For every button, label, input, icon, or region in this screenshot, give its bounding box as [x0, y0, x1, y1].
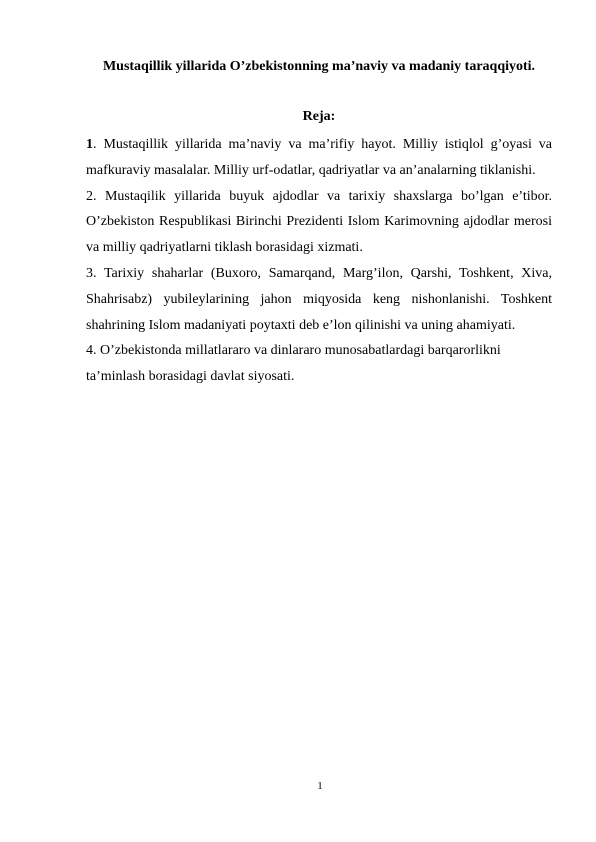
- plan-item-4-number: 4: [86, 343, 93, 359]
- plan-item-4: [86, 338, 552, 390]
- plan-item-3-number: 3: [86, 265, 93, 281]
- plan-list: [86, 132, 552, 390]
- plan-item-3: [86, 261, 552, 338]
- plan-item-2: [86, 184, 552, 261]
- page-number: 1: [317, 780, 323, 792]
- plan-item-4-text-line2: ta’minlash borasidagi davlat siyosati.: [86, 369, 295, 385]
- plan-item-4-text-line1: . O’zbekistonda millatlararo va dinlararo munosabatlardagi barqarorlikni: [93, 343, 501, 359]
- plan-heading: Reja:: [302, 109, 336, 124]
- plan-item-1: [86, 132, 552, 184]
- plan-item-2-text: . Mustaqilik yillarida buyuk ajdodlar va tarixiy shaxslarga bo’lgan e’tibor. O’zbekiston Respublikasi Birinchi Prezidenti Islom Karimovning ajdodlar merosi va milliy qadriyatlarni tiklash borasidagi xizmati.: [86, 188, 552, 256]
- plan-item-3-text: . Tarixiy shaharlar (Buxoro, Samarqand, Marg’ilon, Qarshi, Toshkent, Xiva, Shahrisabz) yubileylarining jahon miqyosida keng nishonlanishi. Toshkent shahrining Islom madaniyati poytaxti deb e’lon qilinishi va uning ahamiyati.: [86, 265, 552, 333]
- document-title: Mustaqillik yillarida O’zbekistonning ma’naviy va madaniy taraqqiyoti.: [102, 59, 536, 74]
- plan-item-1-number: 1: [86, 137, 93, 152]
- plan-item-2-number: 2: [86, 188, 93, 204]
- plan-item-1-text: . Mustaqillik yillarida ma’naviy va ma’rifiy hayot. Milliy istiqlol g’oyasi va mafkuraviy masalalar. Milliy urf-odatlar, qadriyatlar va an’analarning tiklanishi.: [86, 137, 552, 178]
